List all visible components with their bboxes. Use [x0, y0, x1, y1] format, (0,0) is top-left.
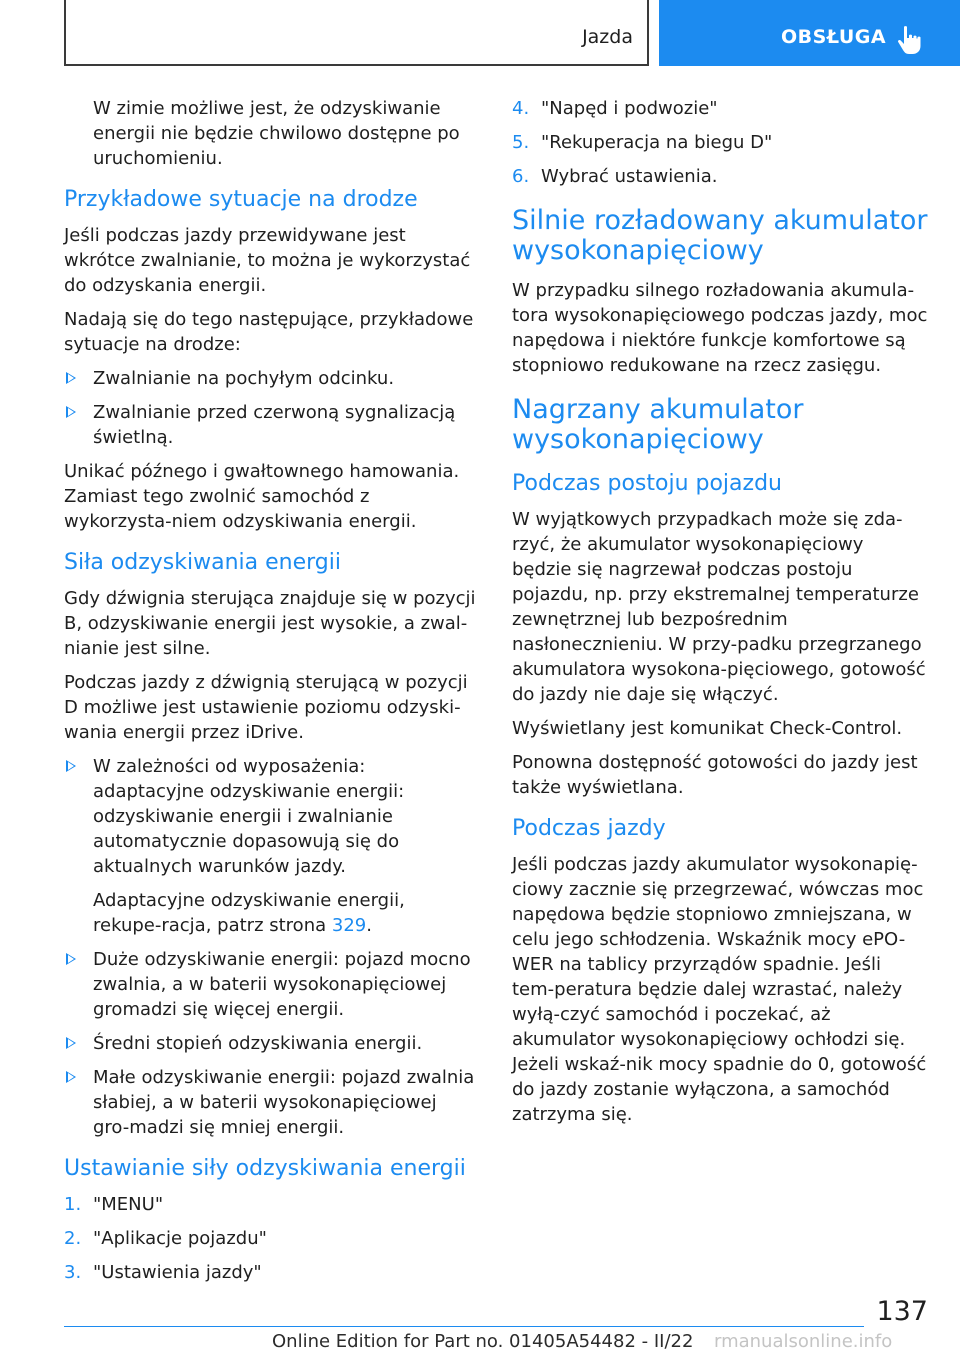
- intro-note: W zimie możliwe jest, że odzyskiwanie energii nie będzie chwilowo dostępne po uruchomieniu.: [93, 98, 460, 169]
- paragraph: Podczas jazdy z dźwignią sterującą w pozycji D możliwe jest ustawienie poziomu odzyski-wania energii przez iDrive.: [64, 672, 468, 743]
- step-text: "MENU": [93, 1194, 164, 1215]
- step-text: Wybrać ustawienia.: [541, 166, 718, 187]
- paragraph: W przypadku silnego rozładowania akumula-tora wysokonapięciowego podczas jazdy, moc napędowa i niektóre funkcje komfortowe są stopniowo redukowane na rzecz zasięgu.: [512, 280, 928, 376]
- triangle-bullet-icon: [66, 406, 76, 418]
- triangle-bullet-icon: [66, 760, 76, 772]
- edition-text: Online Edition for Part no. 01405A54482 - II/22: [272, 1331, 694, 1352]
- heading-discharged-battery: Silnie rozładowany akumulator wysokonapięciowy: [512, 205, 928, 266]
- step-number: 4.: [512, 98, 530, 119]
- heading-heated-battery: Nagrzany akumulator wysokonapięciowy: [512, 394, 804, 455]
- step-item: [64, 1226, 478, 1251]
- subheading-while-parked: Podczas postoju pojazdu: [512, 471, 782, 496]
- chapter-label: OBSŁUGA: [781, 26, 887, 48]
- step-number: 1.: [64, 1194, 82, 1215]
- step-number: 3.: [64, 1262, 82, 1283]
- page-link-329[interactable]: 329: [331, 915, 367, 936]
- triangle-bullet-icon: [66, 372, 76, 384]
- list-item: [64, 400, 478, 450]
- step-text: "Ustawienia jazdy": [93, 1262, 262, 1283]
- step-text: "Napęd i podwozie": [541, 98, 718, 119]
- step-number: 2.: [64, 1228, 82, 1249]
- step-item: [64, 1192, 478, 1217]
- list-item-text: Zwalnianie na pochyłym odcinku.: [93, 368, 395, 389]
- step-number: 5.: [512, 132, 530, 153]
- section-label: Jazda: [582, 26, 633, 48]
- watermark: rmanualsonline.info: [714, 1331, 893, 1352]
- step-text: "Aplikacje pojazdu": [93, 1228, 267, 1249]
- heading-set-regen: Ustawianie siły odzyskiwania energii: [64, 1156, 466, 1181]
- list-item: [64, 754, 478, 938]
- page-number: 137: [876, 1296, 928, 1327]
- right-column: [512, 96, 928, 1136]
- pointing-hand-icon: [897, 25, 923, 55]
- list-item: [64, 366, 478, 391]
- list-item: [64, 1031, 478, 1056]
- bullet-list: [64, 366, 478, 450]
- paragraph: W wyjątkowych przypadkach może się zda-rzyć, że akumulator wysokonapięciowy będzie się nagrzewał podczas postoju pojazdu, np. przy ekstremalnej temperaturze zewnętrznej lub bezpośrednim nasłonecznieniu. W przy-padku przegrzanego akumulatora wysokona-pięciowego, gotowość do jazdy nie daje się włączyć.: [512, 509, 926, 705]
- subheading-while-driving: Podczas jazdy: [512, 816, 666, 841]
- heading-regen-strength: Siła odzyskiwania energii: [64, 550, 341, 575]
- numbered-steps: [512, 96, 928, 189]
- heading-road-situations: Przykładowe sytuacje na drodze: [64, 187, 418, 212]
- triangle-bullet-icon: [66, 1071, 76, 1083]
- list-item-text: W zależności od wyposażenia: adaptacyjne odzyskiwanie energii: odzyskiwanie energii i zwalnianie automatycznie dopasowują się do aktualnych warunków jazdy.: [93, 756, 405, 877]
- left-column: [64, 96, 478, 1294]
- step-text: "Rekuperacja na biegu D": [541, 132, 773, 153]
- step-item: [64, 1260, 478, 1285]
- list-item: [64, 1065, 478, 1140]
- step-item: [512, 130, 928, 155]
- chapter-tab[interactable]: [659, 0, 960, 66]
- paragraph: Wyświetlany jest komunikat Check-Control.: [512, 718, 903, 739]
- step-item: [512, 164, 928, 189]
- paragraph: Unikać późnego i gwałtownego hamowania. Zamiast tego zwolnić samochód z wykorzysta-niem odzyskiwania energii.: [64, 461, 460, 532]
- list-item-text: Średni stopień odzyskiwania energii.: [93, 1033, 423, 1054]
- triangle-bullet-icon: [66, 953, 76, 965]
- list-item-text: Duże odzyskiwanie energii: pojazd mocno zwalnia, a w baterii wysokonapięciowej gromadzi się więcej energii.: [93, 949, 471, 1020]
- footer-divider: [64, 1326, 864, 1327]
- numbered-steps: [64, 1192, 478, 1285]
- bullet-list: [64, 754, 478, 1140]
- paragraph: Ponowna dostępność gotowości do jazdy jest także wyświetlana.: [512, 752, 918, 798]
- list-item-text: Zwalnianie przed czerwoną sygnalizacją świetlną.: [93, 402, 456, 448]
- list-item-text: Małe odzyskiwanie energii: pojazd zwalnia słabiej, a w baterii wysokonapięciowej gro-madzi się mniej energii.: [93, 1067, 475, 1138]
- header-section-box: [64, 0, 649, 66]
- step-number: 6.: [512, 166, 530, 187]
- paragraph: Jeśli podczas jazdy przewidywane jest wkrótce zwalnianie, to można je wykorzystać do odzyskania energii.: [64, 225, 471, 296]
- list-item-subnote: Adaptacyjne odzyskiwanie energii, rekupe-racja, patrz strona 329.: [93, 890, 405, 936]
- list-item: [64, 947, 478, 1022]
- paragraph: Jeśli podczas jazdy akumulator wysokonapię-ciowy zacznie się przegrzewać, wówczas moc napędowa będzie stopniowo zmniejszana, w celu jego schłodzenia. Wskaźnik mocy ePO-WER na tablicy przyrządów spadnie. Jeśli tem-peratura będzie dalej wzrastać, należy wyłą-czyć samochód i poczekać, aż akumulator wysokonapięciowy ochłodzi się. Jeżeli wskaź-nik mocy spadnie do 0, gotowość do jazdy zostanie wyłączona, a samochód zatrzyma się.: [512, 854, 927, 1125]
- paragraph: Gdy dźwignia sterująca znajduje się w pozycji B, odzyskiwanie energii jest wysokie, a zwal-nianie jest silne.: [64, 588, 476, 659]
- triangle-bullet-icon: [66, 1037, 76, 1049]
- paragraph: Nadają się do tego następujące, przykładowe sytuacje na drodze:: [64, 309, 474, 355]
- step-item: [512, 96, 928, 121]
